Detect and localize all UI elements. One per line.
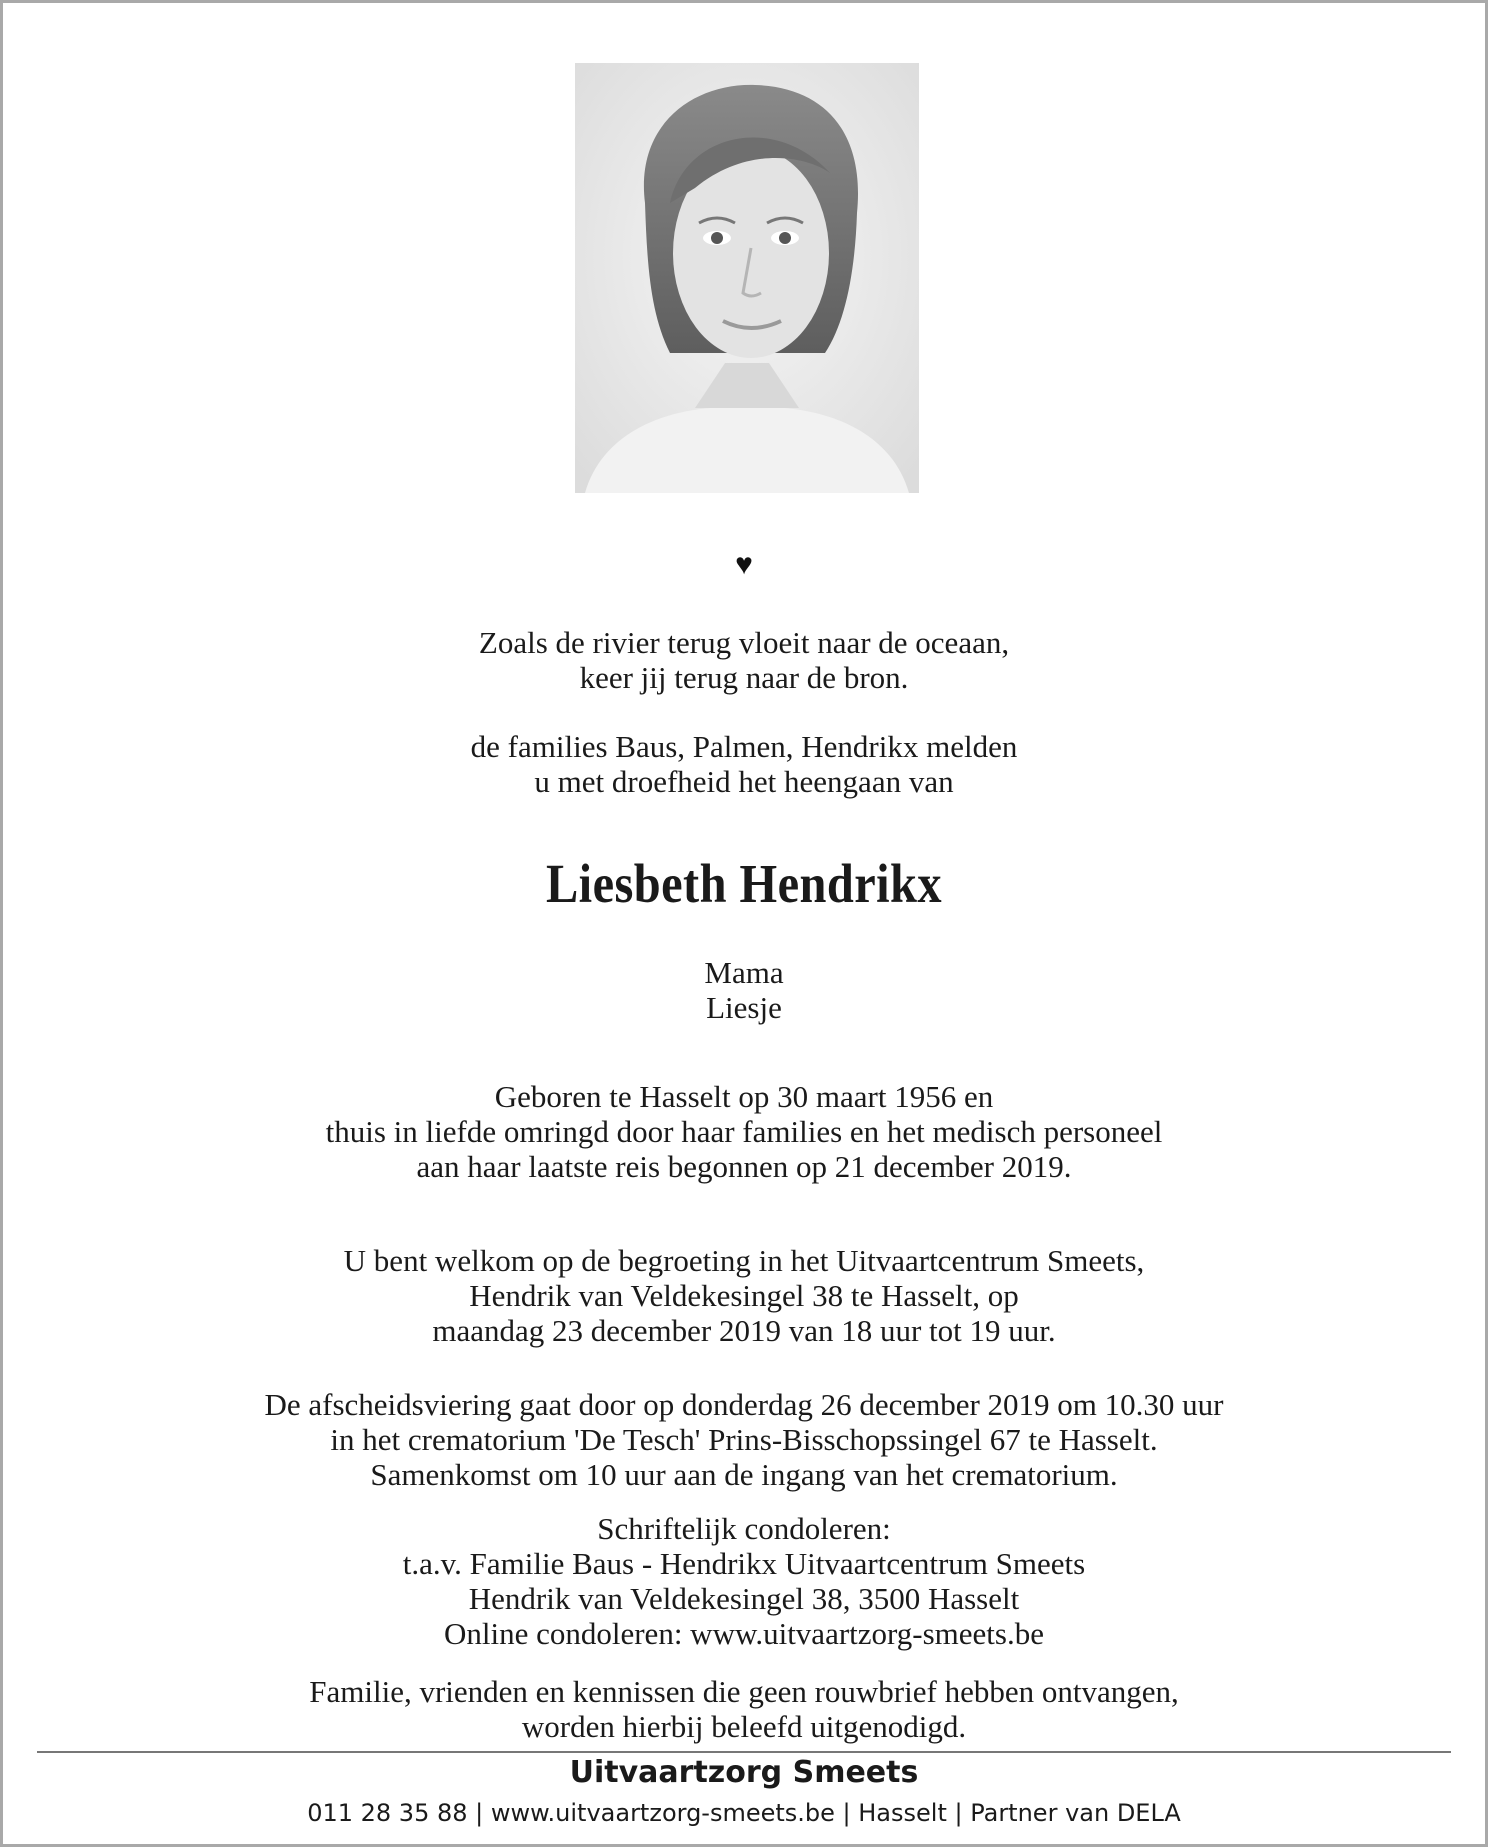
visitation-line: maandag 23 december 2019 van 18 uur tot 19 uur. xyxy=(432,1313,1056,1348)
birth-death-line: Geboren te Hasselt op 30 maart 1956 en xyxy=(494,1079,994,1114)
birth-death-line: aan haar laatste reis begonnen op 21 december 2019. xyxy=(416,1149,1072,1184)
poem-line: keer jij terug naar de bron. xyxy=(579,660,909,695)
condolences-text xyxy=(3,1511,1485,1651)
nickname: Liesje xyxy=(706,990,782,1025)
announcement-line: u met droefheid het heengaan van xyxy=(534,764,954,799)
heart-icon: ♥ xyxy=(735,548,753,581)
poem-line: Zoals de rivier terug vloeit naar de oceaan, xyxy=(478,625,1010,660)
visitation-line: Hendrik van Veldekesingel 38 te Hasselt, op xyxy=(469,1278,1019,1313)
deceased-name: Liesbeth Hendrikx xyxy=(545,853,943,914)
ceremony-line: De afscheidsviering gaat door op donderdag 26 december 2019 om 10.30 uur xyxy=(264,1387,1224,1422)
funeral-company-name: Uitvaartzorg Smeets xyxy=(569,1755,919,1790)
poem-text xyxy=(3,625,1485,695)
visitation-text xyxy=(3,1243,1485,1348)
invitation-line: worden hierbij beleefd uitgenodigd. xyxy=(521,1709,967,1744)
ceremony-line: in het crematorium 'De Tesch' Prins-Bisschopssingel 67 te Hasselt. xyxy=(330,1422,1158,1457)
announcement-text xyxy=(3,729,1485,799)
footer-divider xyxy=(37,1751,1451,1753)
ceremony-text xyxy=(3,1387,1485,1492)
announcement-line: de families Baus, Palmen, Hendrikx melden xyxy=(470,729,1018,764)
nicknames xyxy=(3,955,1485,1025)
birth-death-line: thuis in liefde omringd door haar families en het medisch personeel xyxy=(325,1114,1163,1149)
condolences-line: Schriftelijk condoleren: xyxy=(597,1511,891,1546)
visitation-line: U bent welkom op de begroeting in het Uitvaartcentrum Smeets, xyxy=(343,1243,1145,1278)
invitation-line: Familie, vrienden en kennissen die geen rouwbrief hebben ontvangen, xyxy=(309,1674,1179,1709)
invitation-text xyxy=(3,1674,1485,1744)
condolences-line: t.a.v. Familie Baus - Hendrikx Uitvaartcentrum Smeets xyxy=(402,1546,1086,1581)
condolences-line: Hendrik van Veldekesingel 38, 3500 Hasselt xyxy=(468,1581,1020,1616)
portrait-photo xyxy=(575,63,919,493)
funeral-company-contact: 011 28 35 88 | www.uitvaartzorg-smeets.be | Hasselt | Partner van DELA xyxy=(307,1799,1181,1827)
condolences-line: Online condoleren: www.uitvaartzorg-smeets.be xyxy=(443,1616,1044,1651)
nickname: Mama xyxy=(704,955,784,990)
ceremony-line: Samenkomst om 10 uur aan de ingang van het crematorium. xyxy=(370,1457,1118,1492)
birth-death-text xyxy=(3,1079,1485,1184)
